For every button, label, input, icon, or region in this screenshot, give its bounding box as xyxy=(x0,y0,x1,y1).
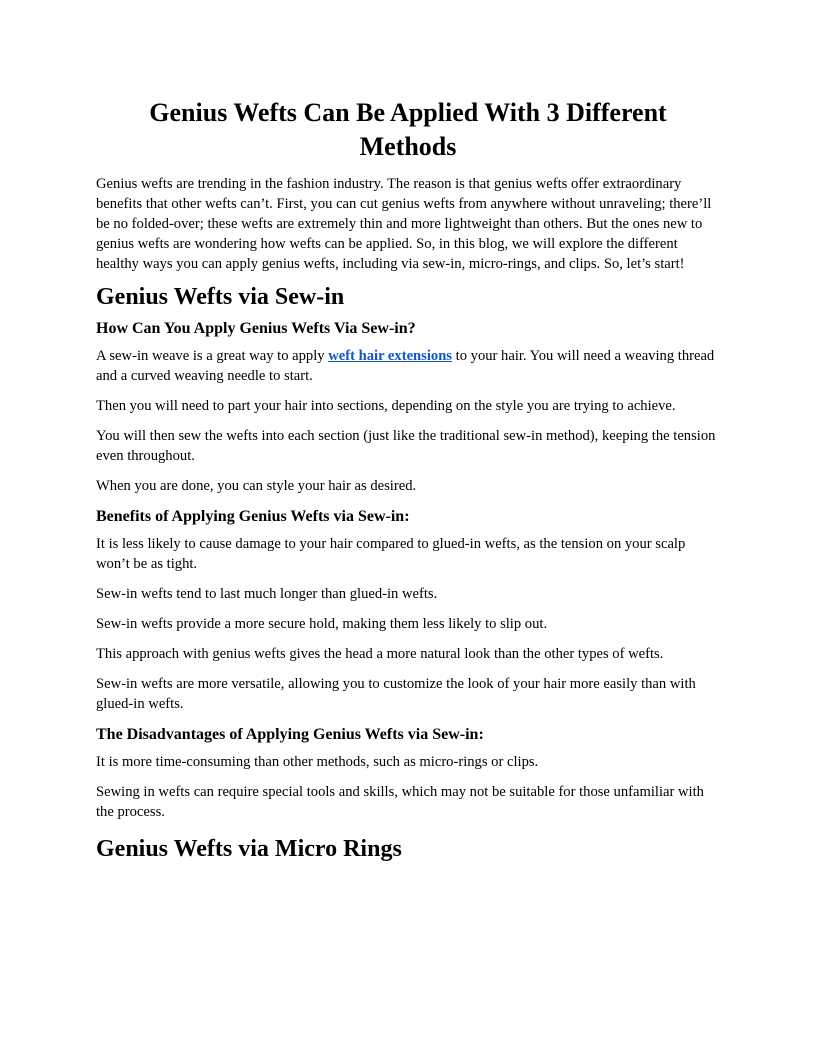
disadvantage-item: It is more time-consuming than other methods, such as micro-rings or clips. xyxy=(96,754,539,770)
document-page xyxy=(96,96,720,866)
benefit-item: Sew-in wefts provide a more secure hold, making them less likely to slip out. xyxy=(96,616,548,632)
benefit-item: Sew-in wefts are more versatile, allowing you to customize the look of your hair more easily than with glued-in wefts. xyxy=(96,676,696,712)
benefit-item: It is less likely to cause damage to your hair compared to glued-in wefts, as the tension on your scalp won’t be as tight. xyxy=(96,536,686,572)
benefit-item: This approach with genius wefts gives the head a more natural look than the other types of wefts. xyxy=(96,646,664,662)
document-title: Genius Wefts Can Be Applied With 3 Different Methods xyxy=(149,98,667,161)
paragraph-style-hair: When you are done, you can style your hair as desired. xyxy=(96,478,417,494)
section-heading-micro-rings: Genius Wefts via Micro Rings xyxy=(96,836,402,862)
benefit-item: Sew-in wefts tend to last much longer than glued-in wefts. xyxy=(96,586,438,602)
subheading-how-sew-in: How Can You Apply Genius Wefts Via Sew-in? xyxy=(96,320,416,337)
paragraph-sew-in-intro xyxy=(96,346,720,386)
subheading-disadvantages: The Disadvantages of Applying Genius Wefts via Sew-in: xyxy=(96,726,484,743)
section-heading-sew-in: Genius Wefts via Sew-in xyxy=(96,284,345,310)
intro-paragraph: Genius wefts are trending in the fashion industry. The reason is that genius wefts offer extraordinary benefits that other wefts can’t. First, you can cut genius wefts from anywhere without unraveling; there’ll be no folded-over; these wefts are extremely thin and more lightweight than others. But the ones new to genius wefts are wondering how wefts can be applied. So, in this blog, we will explore the different healthy ways you can apply genius wefts, including via sew-in, micro-rings, and clips. So, let’s start! xyxy=(96,176,712,272)
paragraph-text: A sew-in weave is a great way to apply xyxy=(96,348,329,364)
paragraph-text: to your hair. You will need a weaving thread and a curved weaving needle to start. xyxy=(96,348,715,384)
paragraph-sew-wefts: You will then sew the wefts into each section (just like the traditional sew-in method), keeping the tension even throughout. xyxy=(96,428,716,464)
weft-hair-extensions-link[interactable]: weft hair extensions xyxy=(328,348,452,364)
disadvantage-item: Sewing in wefts can require special tools and skills, which may not be suitable for those unfamiliar with the process. xyxy=(96,784,704,820)
paragraph-part-hair: Then you will need to part your hair into sections, depending on the style you are trying to achieve. xyxy=(96,398,676,414)
subheading-benefits: Benefits of Applying Genius Wefts via Sew-in: xyxy=(96,508,410,525)
